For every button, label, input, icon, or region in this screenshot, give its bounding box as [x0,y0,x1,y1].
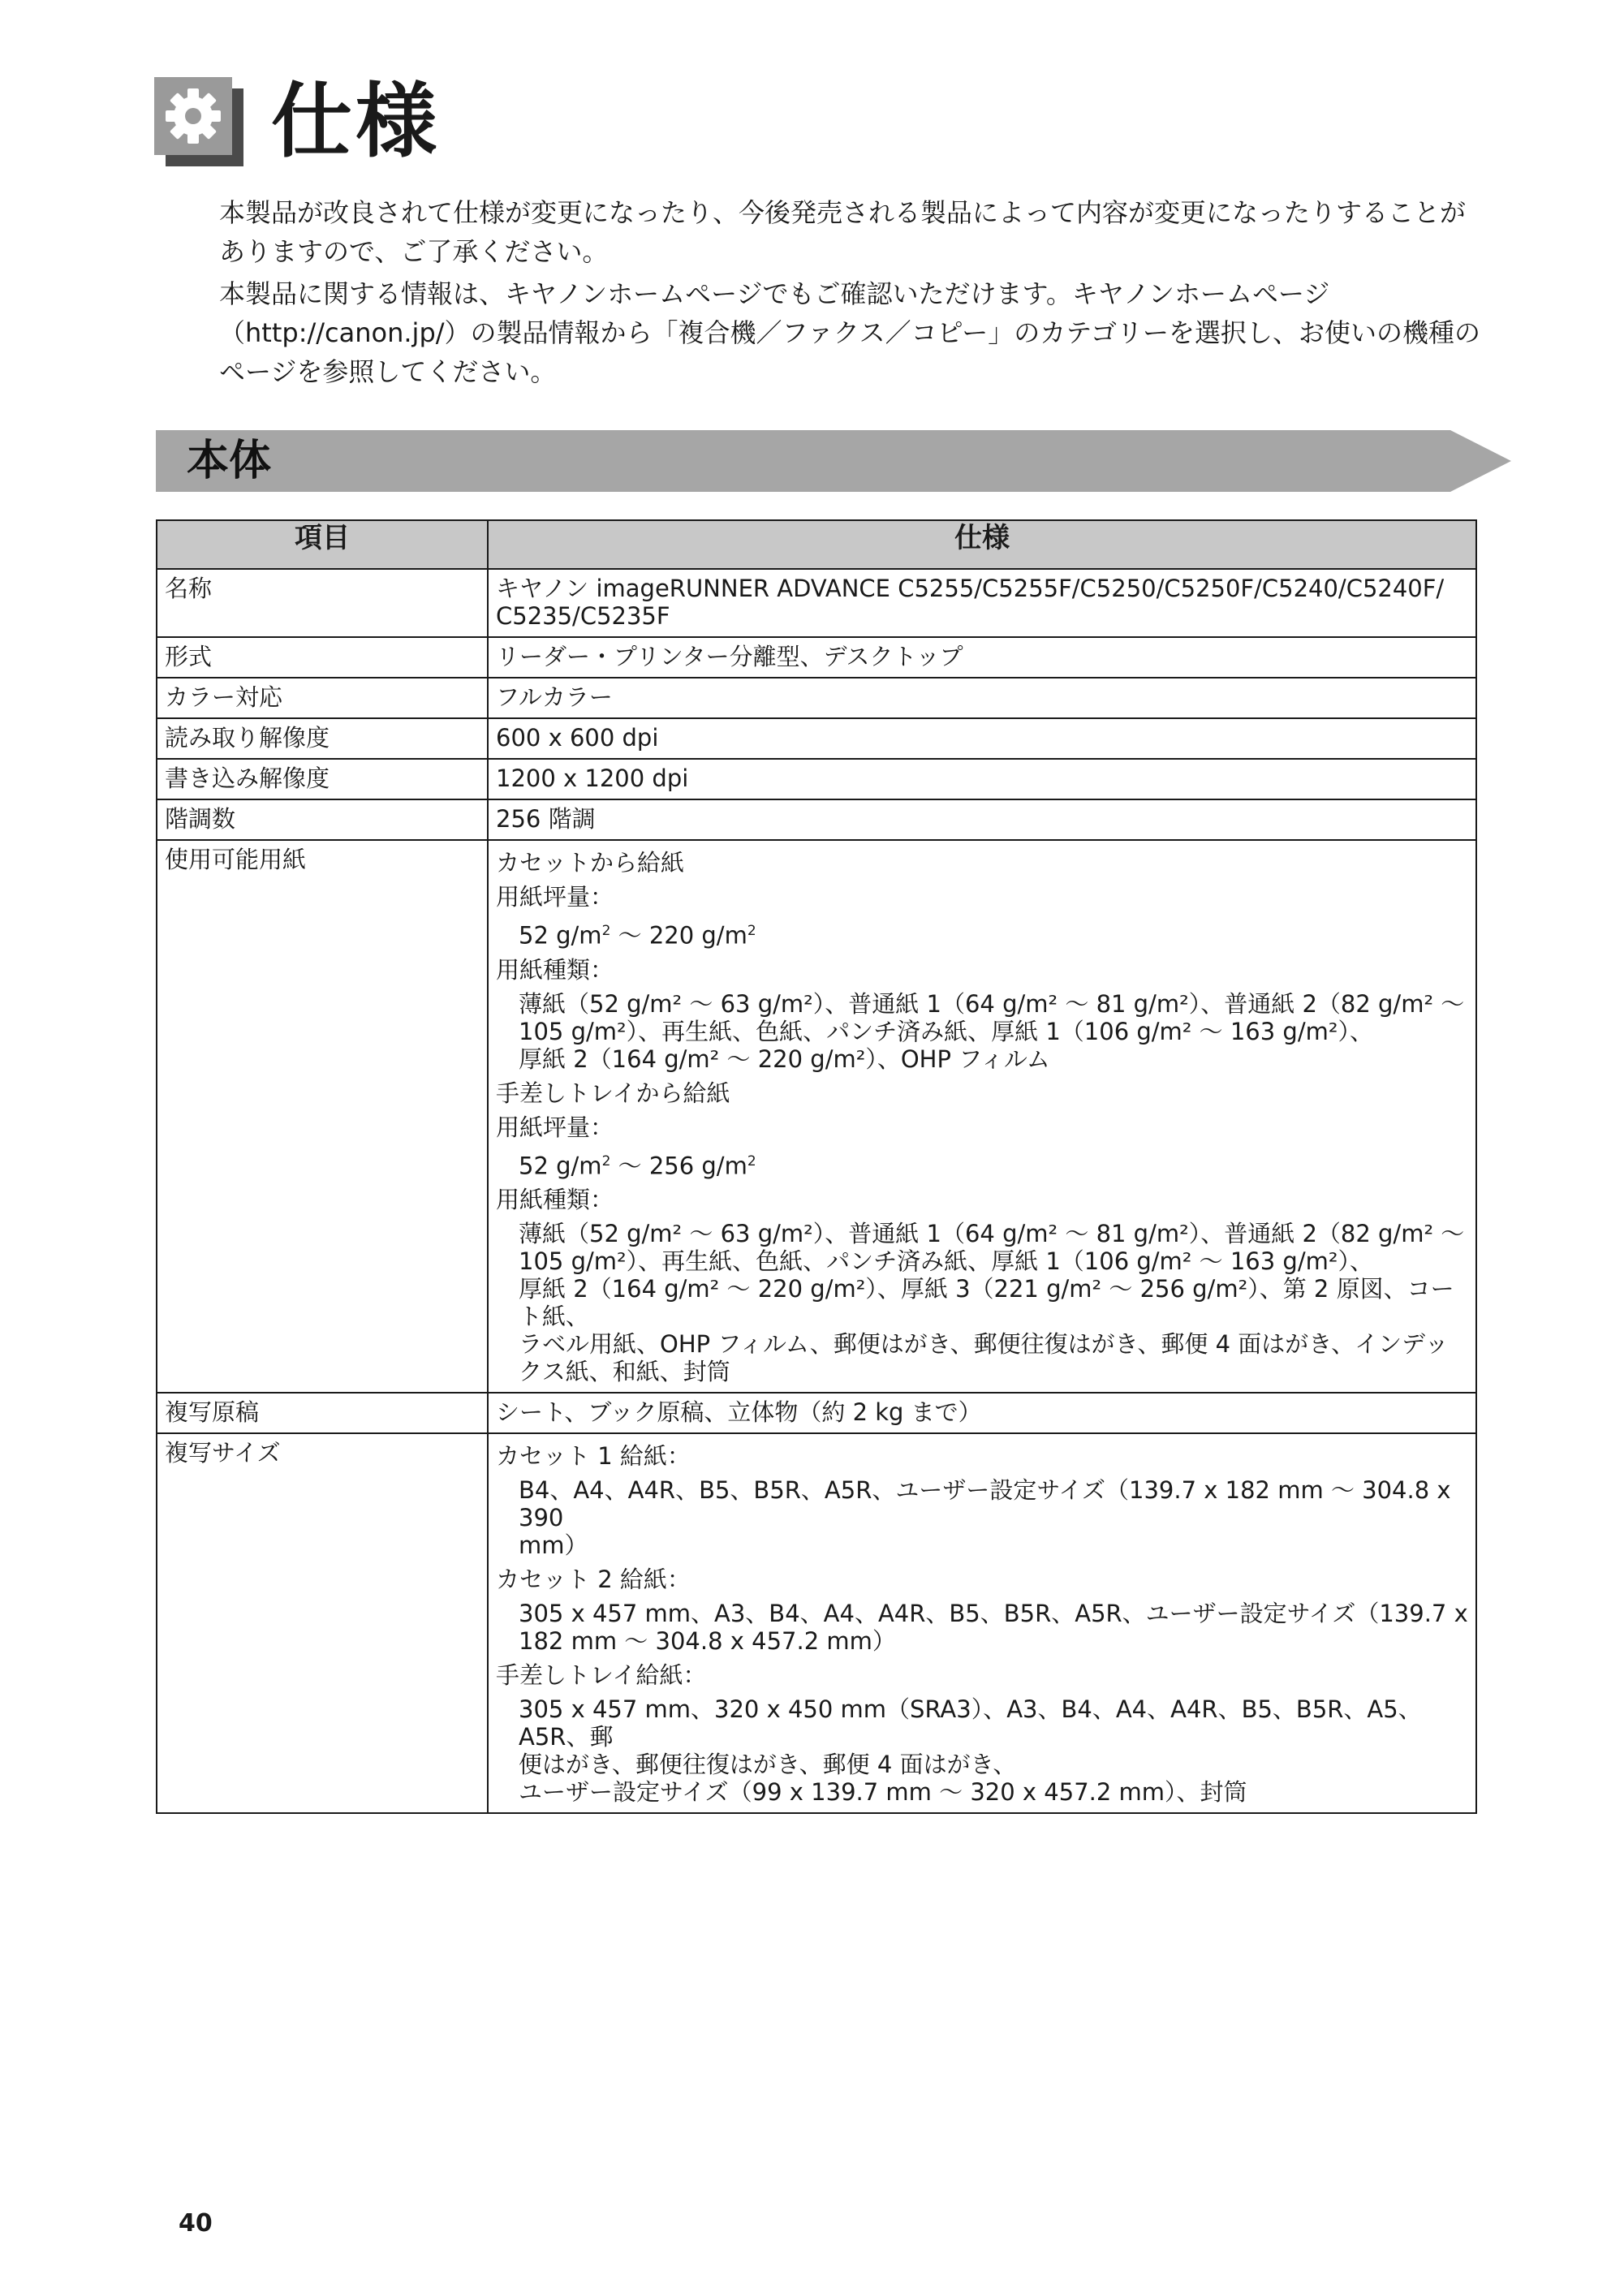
value-block [519,1476,1468,1559]
table-row [157,1433,1476,1813]
subheading: 用紙坪量： [496,883,614,911]
table-row [157,678,1476,718]
value-line: 52 $g/m^2$ ～ 220 $g/m^2$ [519,921,756,950]
row-label: 複写原稿 [157,1393,488,1433]
value-line: B4、A4、A4R、B5、B5R、A5R、ユーザー設定サイズ（139.7 x 182 mm ～ 304.8 x 390 [519,1476,1451,1532]
column-header-spec: 仕様 [488,520,1476,569]
gear-icon [154,77,243,166]
row-label: 名称 [157,569,488,637]
row-value [488,1433,1476,1813]
column-header-item: 項目 [157,520,488,569]
value-line: 52 $g/m^2$ ～ 256 $g/m^2$ [519,1152,756,1180]
table-row [157,759,1476,799]
value-line: クス紙、和紙、封筒 [519,1358,730,1386]
table-row [157,569,1476,637]
row-value: シート、ブック原稿、立体物（約 2 kg まで） [488,1393,1476,1433]
value-block [519,990,1468,1073]
subheading: カセットから給紙 [496,849,685,877]
subheading: 手差しトレイ給紙： [496,1661,707,1690]
row-value [488,840,1476,1393]
table-row [157,1393,1476,1433]
table-row [157,637,1476,678]
page-number: 40 [179,2209,213,2238]
row-value: リーダー・プリンター分離型、デスクトップ [488,637,1476,678]
row-value: 256 階調 [488,799,1476,840]
row-value: 600 x 600 dpi [488,718,1476,759]
row-label: 複写サイズ [157,1433,488,1813]
row-value [488,569,1476,637]
row-label: 読み取り解像度 [157,718,488,759]
value-line: 182 mm ～ 304.8 x 457.2 mm） [519,1627,896,1656]
row-label: 形式 [157,637,488,678]
value-line: ラベル用紙、OHP フィルム、郵便はがき、郵便往復はがき、郵便 4 面はがき、インデッ [519,1330,1449,1359]
value-line: 便はがき、郵便往復はがき、郵便 4 面はがき、 [519,1751,1017,1779]
value-block [519,1600,1468,1655]
value-line: 105 g/m²）、再生紙、色紙、パンチ済み紙、厚紙 1（106 g/m² ～ 163 g/m²）、 [519,1247,1373,1276]
row-label: カラー対応 [157,678,488,718]
subheading: 手差しトレイから給紙 [496,1079,730,1107]
table-row [157,840,1476,1393]
page-title: 仕様 [271,74,440,169]
subheading: 用紙坪量： [496,1113,614,1141]
value-line: 105 g/m²）、再生紙、色紙、パンチ済み紙、厚紙 1（106 g/m² ～ 163 g/m²）、 [519,1017,1373,1045]
subheading: カセット 1 給紙： [496,1442,691,1471]
value-block [519,1220,1468,1385]
value-line: 厚紙 2（164 g/m² ～ 220 g/m²）、厚紙 3（221 g/m² ～ 256 g/m²）、第 2 原図、コート紙、 [519,1275,1454,1331]
row-label: 階調数 [157,799,488,840]
value-line: 305 x 457 mm、A3、B4、A4、A4R、B5、B5R、A5R、ユーザー設定サイズ（139.7 x [519,1600,1468,1628]
table-row [157,718,1476,759]
subheading: 用紙種類： [496,955,614,984]
page-header [154,75,440,169]
section-banner [156,430,1511,492]
value-line: C5235/C5235F [496,602,670,630]
value-line: 厚紙 2（164 g/m² ～ 220 g/m²）、OHP フィルム [519,1045,1050,1073]
row-label: 書き込み解像度 [157,759,488,799]
value-line: 薄紙（52 g/m² ～ 63 g/m²）、普通紙 1（64 g/m² ～ 81 g/m²）、普通紙 2（82 g/m² ～ [519,1220,1465,1248]
row-value: 1200 x 1200 dpi [488,759,1476,799]
value-block [519,1695,1468,1806]
subheading: 用紙種類： [496,1186,614,1214]
value-line: 薄紙（52 g/m² ～ 63 g/m²）、普通紙 1（64 g/m² ～ 81 g/m²）、普通紙 2（82 g/m² ～ [519,989,1465,1018]
section-title: 本体 [187,437,272,485]
table-header-row [157,520,1476,569]
row-value: フルカラー [488,678,1476,718]
value-line: キヤノン imageRUNNER ADVANCE C5255/C5255F/C5250/C5250F/C5240/C5240F/ [496,575,1445,602]
table-row [157,799,1476,840]
intro-paragraph: 本製品が改良されて仕様が変更になったり、今後発売される製品によって内容が変更になったりすることがありますので、ご了承ください。 [219,197,1467,267]
value-line: ユーザー設定サイズ（99 x 139.7 mm ～ 320 x 457.2 mm）、封筒 [519,1778,1247,1807]
intro-paragraph: 本製品に関する情報は、キヤノンホームページでもご確認いただけます。キヤノンホームページ（http://canon.jp/）の製品情報から「複合機／ファクス／コピー」のカテゴリーを選択し、お使いの機種のページを参照してください。 [219,278,1481,387]
row-label: 使用可能用紙 [157,840,488,1393]
value-line: mm） [519,1531,588,1560]
subheading: カセット 2 給紙： [496,1566,691,1594]
value-line: 305 x 457 mm、320 x 450 mm（SRA3）、A3、B4、A4、A4R、B5、B5R、A5、A5R、郵 [519,1695,1422,1751]
spec-table [156,519,1477,1814]
intro-text [219,193,1485,394]
